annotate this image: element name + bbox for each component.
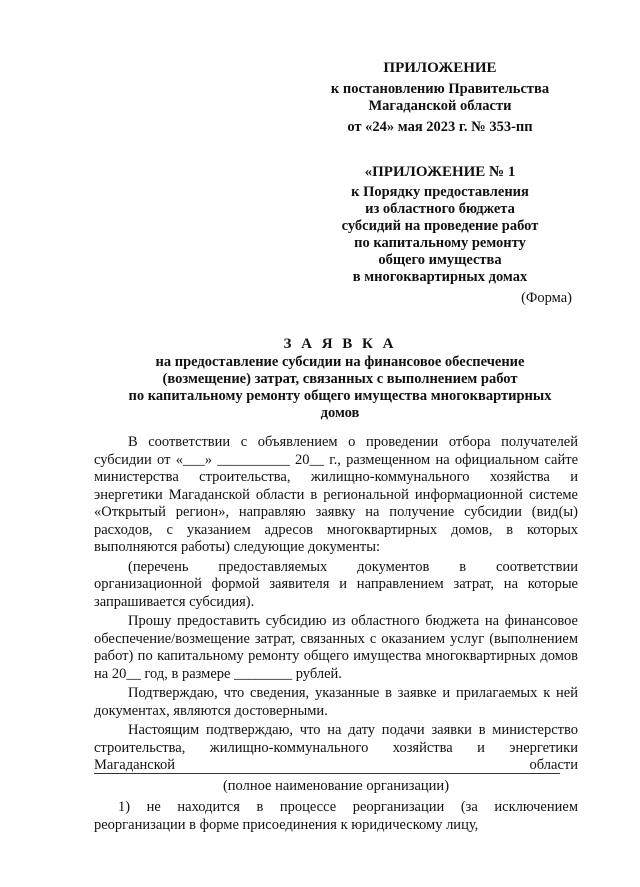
paragraph: 1) не находится в процессе реорганизации (за исключением реорганизации в форме присоединения к юридическому лицу, xyxy=(94,799,578,833)
zayavka-subtitle xyxy=(90,354,590,422)
org-name-line xyxy=(94,773,560,774)
appendix-line: от «24» мая 2023 г. № 353-пп xyxy=(347,119,533,135)
appendix1-header xyxy=(300,164,580,286)
paragraph: Прошу предоставить субсидию из областного бюджета на финансовое обеспечение/возмещение затрат, связанных с оказанием услуг (выполнением работ) по капитальному ремонту общего имущества многоквартирных домов на 20__ год, в размере ________ рублей. xyxy=(94,613,578,682)
appendix1-line: по капитальному ремонту xyxy=(354,235,526,251)
subtitle-line: по капитальному ремонту общего имущества многоквартирных xyxy=(128,388,552,404)
appendix-line: Магаданской области xyxy=(368,98,512,114)
appendix1-line: общего имущества xyxy=(378,252,502,268)
document-body xyxy=(94,434,578,775)
subtitle-line: домов xyxy=(320,405,360,421)
org-name-hint: (полное наименование организации) xyxy=(222,778,450,794)
appendix1-line: из областного бюджета xyxy=(365,201,515,217)
appendix1-heading: «ПРИЛОЖЕНИЕ № 1 xyxy=(364,164,516,180)
subtitle-line: на предоставление субсидии на финансовое обеспечение xyxy=(155,354,525,370)
paragraph: В соответствии с объявлением о проведении отбора получателей субсидии от «___» __________ 20__ г., размещенном на официальном сайте министерства строительства, жилищно-коммунального хозяйства и энергетики Магаданской области в региональной информационной системе «Открытый регион», направляю заявку на получение субсидии (вид(ы) расходов, с указанием адресов многоквартирных домов, в которых выполняются работы) следующие документы: xyxy=(94,434,578,555)
appendix1-line: к Порядку предоставления xyxy=(351,184,529,200)
condition-paragraph xyxy=(94,798,578,834)
appendix1-line: субсидий на проведение работ xyxy=(341,218,539,234)
paragraph: Подтверждаю, что сведения, указанные в заявке и прилагаемых к ней документах, являются достоверными. xyxy=(94,685,578,719)
form-label: (Форма) xyxy=(521,290,572,306)
appendix-heading: ПРИЛОЖЕНИЕ xyxy=(383,60,497,76)
appendix-line: к постановлению Правительства xyxy=(330,81,550,97)
paragraph: Настоящим подтверждаю, что на дату подачи заявки в министерство строительства, жилищно-коммунального хозяйства и энергетики Магаданской области xyxy=(94,722,578,773)
subtitle-line: (возмещение) затрат, связанных с выполнением работ xyxy=(162,371,518,387)
paragraph: (перечень предоставляемых документов в соответствии организационной формой заявителя и направлением затрат, на которые запрашивается субсидия). xyxy=(94,558,578,610)
zayavka-title: З А Я В К А xyxy=(283,336,397,352)
appendix1-line: в многоквартирных домах xyxy=(352,269,528,285)
appendix-header xyxy=(300,60,580,136)
